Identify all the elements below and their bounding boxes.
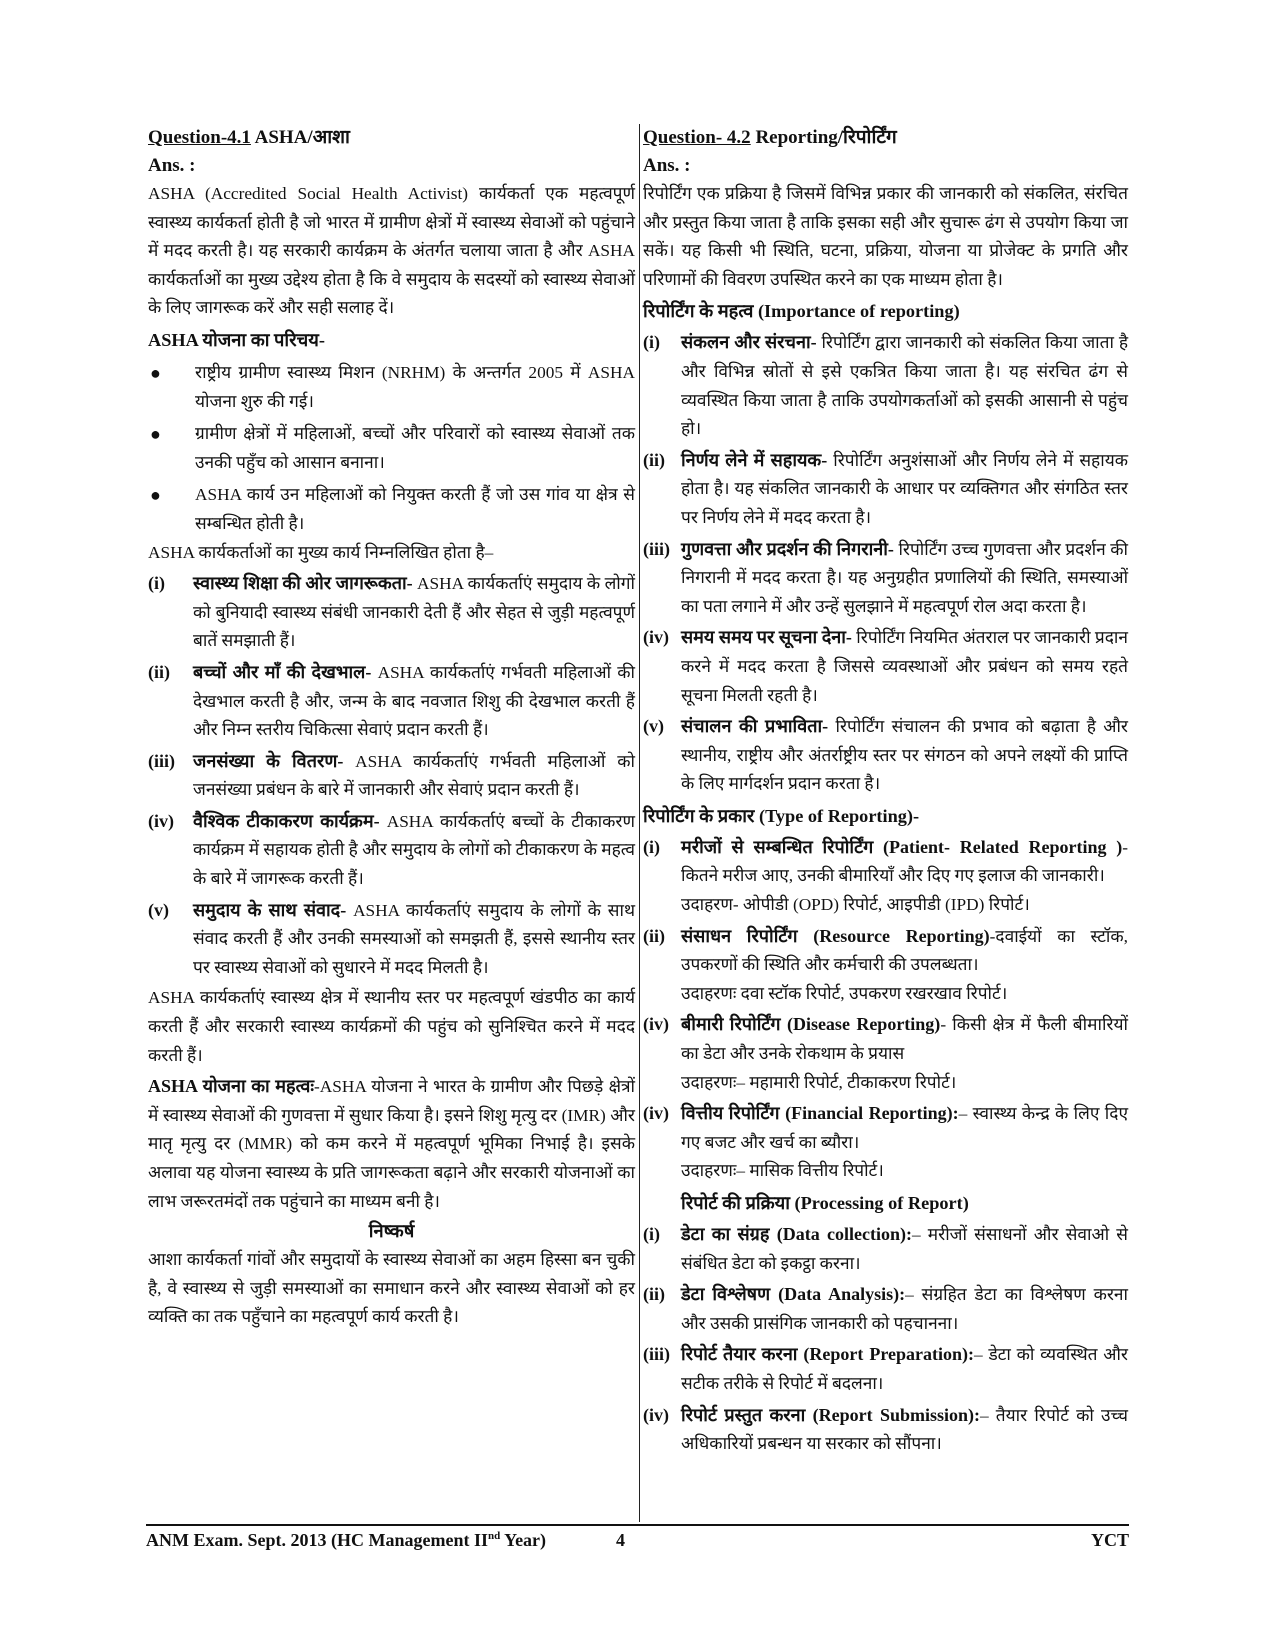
question-number: Question-4.1 <box>148 127 251 148</box>
importance-heading: रिपोर्टिंग के महत्व (Importance of reporting) <box>643 301 960 322</box>
list-item <box>148 658 635 745</box>
role-paragraph: ASHA कार्यकर्ताएं स्वास्थ्य क्षेत्र में स्थानीय स्तर पर महत्वपूर्ण खंडपीठ का कार्य करती हैं और सरकारी स्वास्थ्य कार्यक्रमों की पहुंच को सुनिश्चित करने में मदद करती हैं। <box>148 988 635 1065</box>
item-text: - कितने मरीज आए, उनकी बीमारियाँ और दिए गए इलाज की जानकारी। <box>681 837 1128 886</box>
list-item <box>148 481 635 538</box>
importance-label: ASHA योजना का महत्वः <box>148 1076 315 1097</box>
asha-intro: ASHA (Accredited Social Health Activist) कार्यकर्ता एक महत्वपूर्ण स्वास्थ्य कार्यकर्ता होती है जो भारत में ग्रामीण क्षेत्रों में स्वास्थ्य सेवाओं को पहुंचाने में मदद करती है। यह सरकारी कार्यक्रम के अंतर्गत चलाया जाता है और ASHA कार्यकर्ताओं का मुख्य उद्देश्य होता है कि वे समुदाय के सदस्यों को स्वास्थ्य सेवाओं के लिए जागरूक करें और सही सलाह दें। <box>148 184 635 318</box>
list-item <box>643 1280 1128 1338</box>
item-title: रिपोर्ट प्रस्तुत करना (Report Submission): <box>681 1404 980 1425</box>
item-text: ASHA कार्यकर्ताएं बच्चों के टीकाकरण कार्यक्रम में सहायक होती है और समुदाय के लोगों को टीकाकरण के महत्व के बारे में जागरूक करती हैं। <box>193 811 635 889</box>
footer-exam-title <box>146 1530 546 1551</box>
item-title: डेटा का संग्रह (Data collection): <box>681 1224 912 1244</box>
item-number: (ii) <box>148 661 170 682</box>
list-item <box>148 807 635 894</box>
list-item <box>643 922 1128 980</box>
answer-label: Ans. : <box>643 155 691 176</box>
item-number: (i) <box>643 836 660 857</box>
conclusion-text: आशा कार्यकर्ता गांवों और समुदायों के स्वास्थ्य सेवाओं का अहम हिस्सा बन चुकी है, वे स्वास्थ्य से जुड़ी समस्याओं का समाधान करने और स्वास्थ्य सेवाओं को हर व्यक्ति का तक पहुँचाने का महत्वपूर्ण कार्य करती है। <box>148 1250 635 1327</box>
item-number: (iv) <box>643 1404 669 1425</box>
publisher-name: YCT <box>1090 1530 1129 1550</box>
item-text: - किसी क्षेत्र में फैली बीमारियों का डेटा और उनके रोकथाम के प्रयास <box>681 1015 1128 1064</box>
column-divider <box>639 124 640 1522</box>
list-item <box>148 569 635 656</box>
item-text: – स्वास्थ्य केन्द्र के लिए दिए गए बजट और खर्च का ब्यौरा। <box>681 1104 1128 1152</box>
example-line: उदाहरणः– महामारी रिपोर्ट, टीकाकरण रिपोर्ट। <box>681 1072 957 1092</box>
importance-text: -ASHA योजना ने भारत के ग्रामीण और पिछड़े क्षेत्रों में स्वास्थ्य सेवाओं की गुणवत्ता में सुधार किया है। इसने शिशु मृत्यु दर (IMR) और मातृ मृत्यु दर (MMR) को कम करने में महत्वपूर्ण भूमिका निभाई है। इसके अलावा यह योजना स्वास्थ्य के प्रति जागरूकता बढ़ाने और सरकारी योजनाओं का लाभ जरूरतमंदों तक पहुंचाने का माध्यम बनी है। <box>148 1077 635 1211</box>
item-title: गुणवत्ता और प्रदर्शन की निगरानी- <box>681 538 894 559</box>
list-item <box>643 446 1128 533</box>
list-item <box>643 623 1128 710</box>
item-text: ASHA कार्यकर्ताएं गर्भवती महिलाओं की देखभाल करती है और, जन्म के बाद नवजात शिशु की देखभाल करती हैं और निम्न स्तरीय चिकित्सा सेवाएं प्रदान करती हैं। <box>193 662 635 740</box>
list-item <box>148 896 635 983</box>
example-line: उदाहरणः दवा स्टॉक रिपोर्ट, उपकरण रखरखाव रिपोर्ट। <box>681 983 1008 1003</box>
item-number: (ii) <box>643 925 665 946</box>
exam-sup: nd <box>487 1530 501 1542</box>
question-topic: Reporting/रिपोर्टिंग <box>755 127 897 148</box>
conclusion-heading: निष्कर्ष <box>368 1221 415 1242</box>
question-number: Question- 4.2 <box>643 127 751 148</box>
bullet-text: ASHA कार्य उन महिलाओं को नियुक्त करती हैं जो उस गांव या क्षेत्र से सम्बन्धित होती है। <box>195 485 635 533</box>
item-text: – मरीजों संसाधनों और सेवाओ से संबंधित डेटा को इकट्ठा करना। <box>681 1225 1128 1273</box>
item-title: संकलन और संरचना- <box>681 332 817 353</box>
question-4-2-title <box>643 124 1128 152</box>
list-item <box>643 1340 1128 1398</box>
bullet-text: राष्ट्रीय ग्रामीण स्वास्थ्य मिशन (NRHM) के अन्तर्गत 2005 में ASHA योजना शुरु की गई। <box>195 362 635 411</box>
exam-prefix: ANM Exam. Sept. 2013 (HC Management II <box>146 1530 488 1550</box>
item-title: डेटा विश्लेषण (Data Analysis): <box>681 1284 906 1305</box>
item-number: (ii) <box>643 449 665 470</box>
item-number: (iii) <box>148 750 175 771</box>
item-title: बीमारी रिपोर्टिंग (Disease Reporting) <box>681 1014 941 1035</box>
reporting-intro: रिपोर्टिंग एक प्रक्रिया है जिसमें विभिन्न प्रकार की जानकारी को संकलित, संरचित और प्रस्तुत किया जाता है ताकि इसका सही और सुचारू ढंग से उपयोग किया जा सकें। यह किसी भी स्थिति, घटना, प्रक्रिया, योजना या प्रोजेक्ट के प्रगति और परिणामों की विवरण उपस्थित करने का एक माध्यम होता है। <box>643 184 1128 289</box>
list-item <box>643 328 1128 443</box>
list-item <box>643 535 1128 622</box>
item-title: मरीजों से सम्बन्धित रिपोर्टिंग (Patient- Related Reporting ) <box>681 836 1123 857</box>
item-text: – तैयार रिपोर्ट को उच्च अधिकारियों प्रबन्धन या सरकार को सौंपना। <box>681 1405 1128 1454</box>
item-text: -दवाईयों का स्टॉक, उपकरणों की स्थिति और कर्मचारी की उपलब्धता। <box>681 926 1129 975</box>
item-title: बच्चों और माँ की देखभाल- <box>193 661 372 682</box>
process-heading: रिपोर्ट की प्रक्रिया (Processing of Report) <box>681 1193 969 1213</box>
item-number: (v) <box>643 716 664 737</box>
item-title: संचालन की प्रभाविता- <box>681 716 829 737</box>
scheme-heading: ASHA योजना का परिचय- <box>148 329 325 350</box>
right-column <box>643 122 1128 1459</box>
item-text: रिपोर्टिंग अनुशंसाओं और निर्णय लेने में सहायक होता है। यह संकलित जानकारी के आधार पर व्यक्तिगत और संगठित स्तर पर निर्णय लेने में मदद करता है। <box>681 450 1128 527</box>
list-item <box>148 747 635 805</box>
bullet-icon: ● <box>150 485 161 506</box>
list-item <box>643 1010 1128 1068</box>
question-topic: ASHA/आशा <box>254 127 350 148</box>
item-text: – डेटा को व्यवस्थित और सटीक तरीके से रिपोर्ट में बदलना। <box>681 1345 1128 1393</box>
list-item <box>643 712 1128 799</box>
answer-label: Ans. : <box>148 155 196 176</box>
left-column <box>148 122 635 1332</box>
list-item <box>148 420 635 477</box>
list-item <box>643 1401 1128 1459</box>
item-text: – संग्रहित डेटा का विश्लेषण करना और उसकी प्रासंगिक जानकारी को पहचानना। <box>681 1285 1128 1333</box>
item-text: रिपोर्टिंग उच्च गुणवत्ता और प्रदर्शन की निगरानी में मदद करता है। यह अनुग्रहीत प्रणालियों की स्थिति, समस्याओं का पता लगाने में और उन्हें सुलझाने में महत्वपूर्ण रोल अदा करता है। <box>681 539 1128 616</box>
item-title: स्वास्थ्य शिक्षा की ओर जागरूकता- <box>193 573 413 594</box>
exam-suffix: Year) <box>500 1530 547 1550</box>
footer <box>146 1528 1129 1556</box>
list-item <box>643 1099 1128 1157</box>
item-text: रिपोर्टिंग संचालन की प्रभाव को बढ़ाता है और स्थानीय, राष्ट्रीय और अंतर्राष्ट्रीय स्तर पर संगठन को अपने लक्ष्यों की प्राप्ति के लिए मार्गदर्शन प्रदान करता है। <box>681 717 1128 794</box>
item-text: ASHA कार्यकर्ताएं समुदाय के लोगों के साथ संवाद करती हैं और उनकी समस्याओं को समझती हैं, इससे स्थानीय स्तर पर स्वास्थ्य सेवाओं को सुधारने में मदद मिलती है। <box>193 900 635 977</box>
item-number: (iv) <box>643 1103 669 1124</box>
types-heading: रिपोर्टिंग के प्रकार (Type of Reporting)- <box>643 805 920 826</box>
item-number: (iv) <box>148 810 174 831</box>
item-number: (iv) <box>643 1014 669 1035</box>
item-title: रिपोर्ट तैयार करना (Report Preparation): <box>681 1344 975 1365</box>
example-line: उदाहरणः– मासिक वित्तीय रिपोर्ट। <box>681 1161 884 1181</box>
list-item <box>643 833 1128 891</box>
item-number: (i) <box>148 573 165 594</box>
item-title: समुदाय के साथ संवाद- <box>193 899 347 920</box>
item-title: जनसंख्या के वितरण- <box>193 750 344 771</box>
question-4-1-title <box>148 124 635 152</box>
bullet-icon: ● <box>150 424 161 445</box>
bullet-icon: ● <box>150 362 161 383</box>
item-number: (iii) <box>643 538 670 559</box>
example-line: उदाहरण- ओपीडी (OPD) रिपोर्ट, आइपीडी (IPD) रिपोर्ट। <box>681 895 1030 915</box>
item-text: ASHA कार्यकर्ताएं समुदाय के लोगों को बुनियादी स्वास्थ्य संबंधी जानकारी देती हैं और सेहत से जुड़ी महत्वपूर्ण बातें समझाती हैं। <box>193 574 635 651</box>
importance-paragraph <box>148 1072 635 1216</box>
page-number: 4 <box>616 1530 625 1550</box>
list-item <box>148 359 635 416</box>
item-title: समय समय पर सूचना देना- <box>681 627 852 648</box>
item-title: वैश्विक टीकाकरण कार्यक्रम- <box>193 810 380 831</box>
item-number: (ii) <box>643 1284 665 1305</box>
item-number: (i) <box>643 1224 660 1244</box>
item-title: निर्णय लेने में सहायक- <box>681 449 828 470</box>
item-number: (iii) <box>643 1344 670 1365</box>
list-item <box>643 1220 1128 1278</box>
item-title: संसाधन रिपोर्टिंग (Resource Reporting) <box>681 925 990 946</box>
bullet-text: ग्रामीण क्षेत्रों में महिलाओं, बच्चों और परिवारों को स्वास्थ्य सेवाओं तक उनकी पहुँच को आसान बनाना। <box>195 424 635 472</box>
item-text: रिपोर्टिंग नियमित अंतराल पर जानकारी प्रदान करने में मदद करता है जिससे व्यवस्थाओं और प्रबंधन को समय रहते सूचना मिलती रहती है। <box>681 628 1128 705</box>
item-title: वित्तीय रिपोर्टिंग (Financial Reporting): <box>681 1103 959 1124</box>
item-text: ASHA कार्यकर्ताएं गर्भवती महिलाओं को जनसंख्या प्रबंधन के बारे में जानकारी और सेवाएं प्रदान करती हैं। <box>193 751 635 800</box>
item-number: (i) <box>643 332 660 353</box>
item-text: रिपोर्टिंग द्वारा जानकारी को संकलित किया जाता है और विभिन्न स्रोतों से इसे एकत्रित किया जाता है। यह संरचित ढंग से व्यवस्थित किया जाता है ताकि उपयोगकर्ताओं को इसकी आसानी से पहुंच हो। <box>681 333 1128 439</box>
item-number: (iv) <box>643 627 669 648</box>
item-number: (v) <box>148 899 169 920</box>
work-intro: ASHA कार्यकर्ताओं का मुख्य कार्य निम्नलिखित होता है– <box>148 542 494 562</box>
footer-rule <box>146 1524 1129 1526</box>
